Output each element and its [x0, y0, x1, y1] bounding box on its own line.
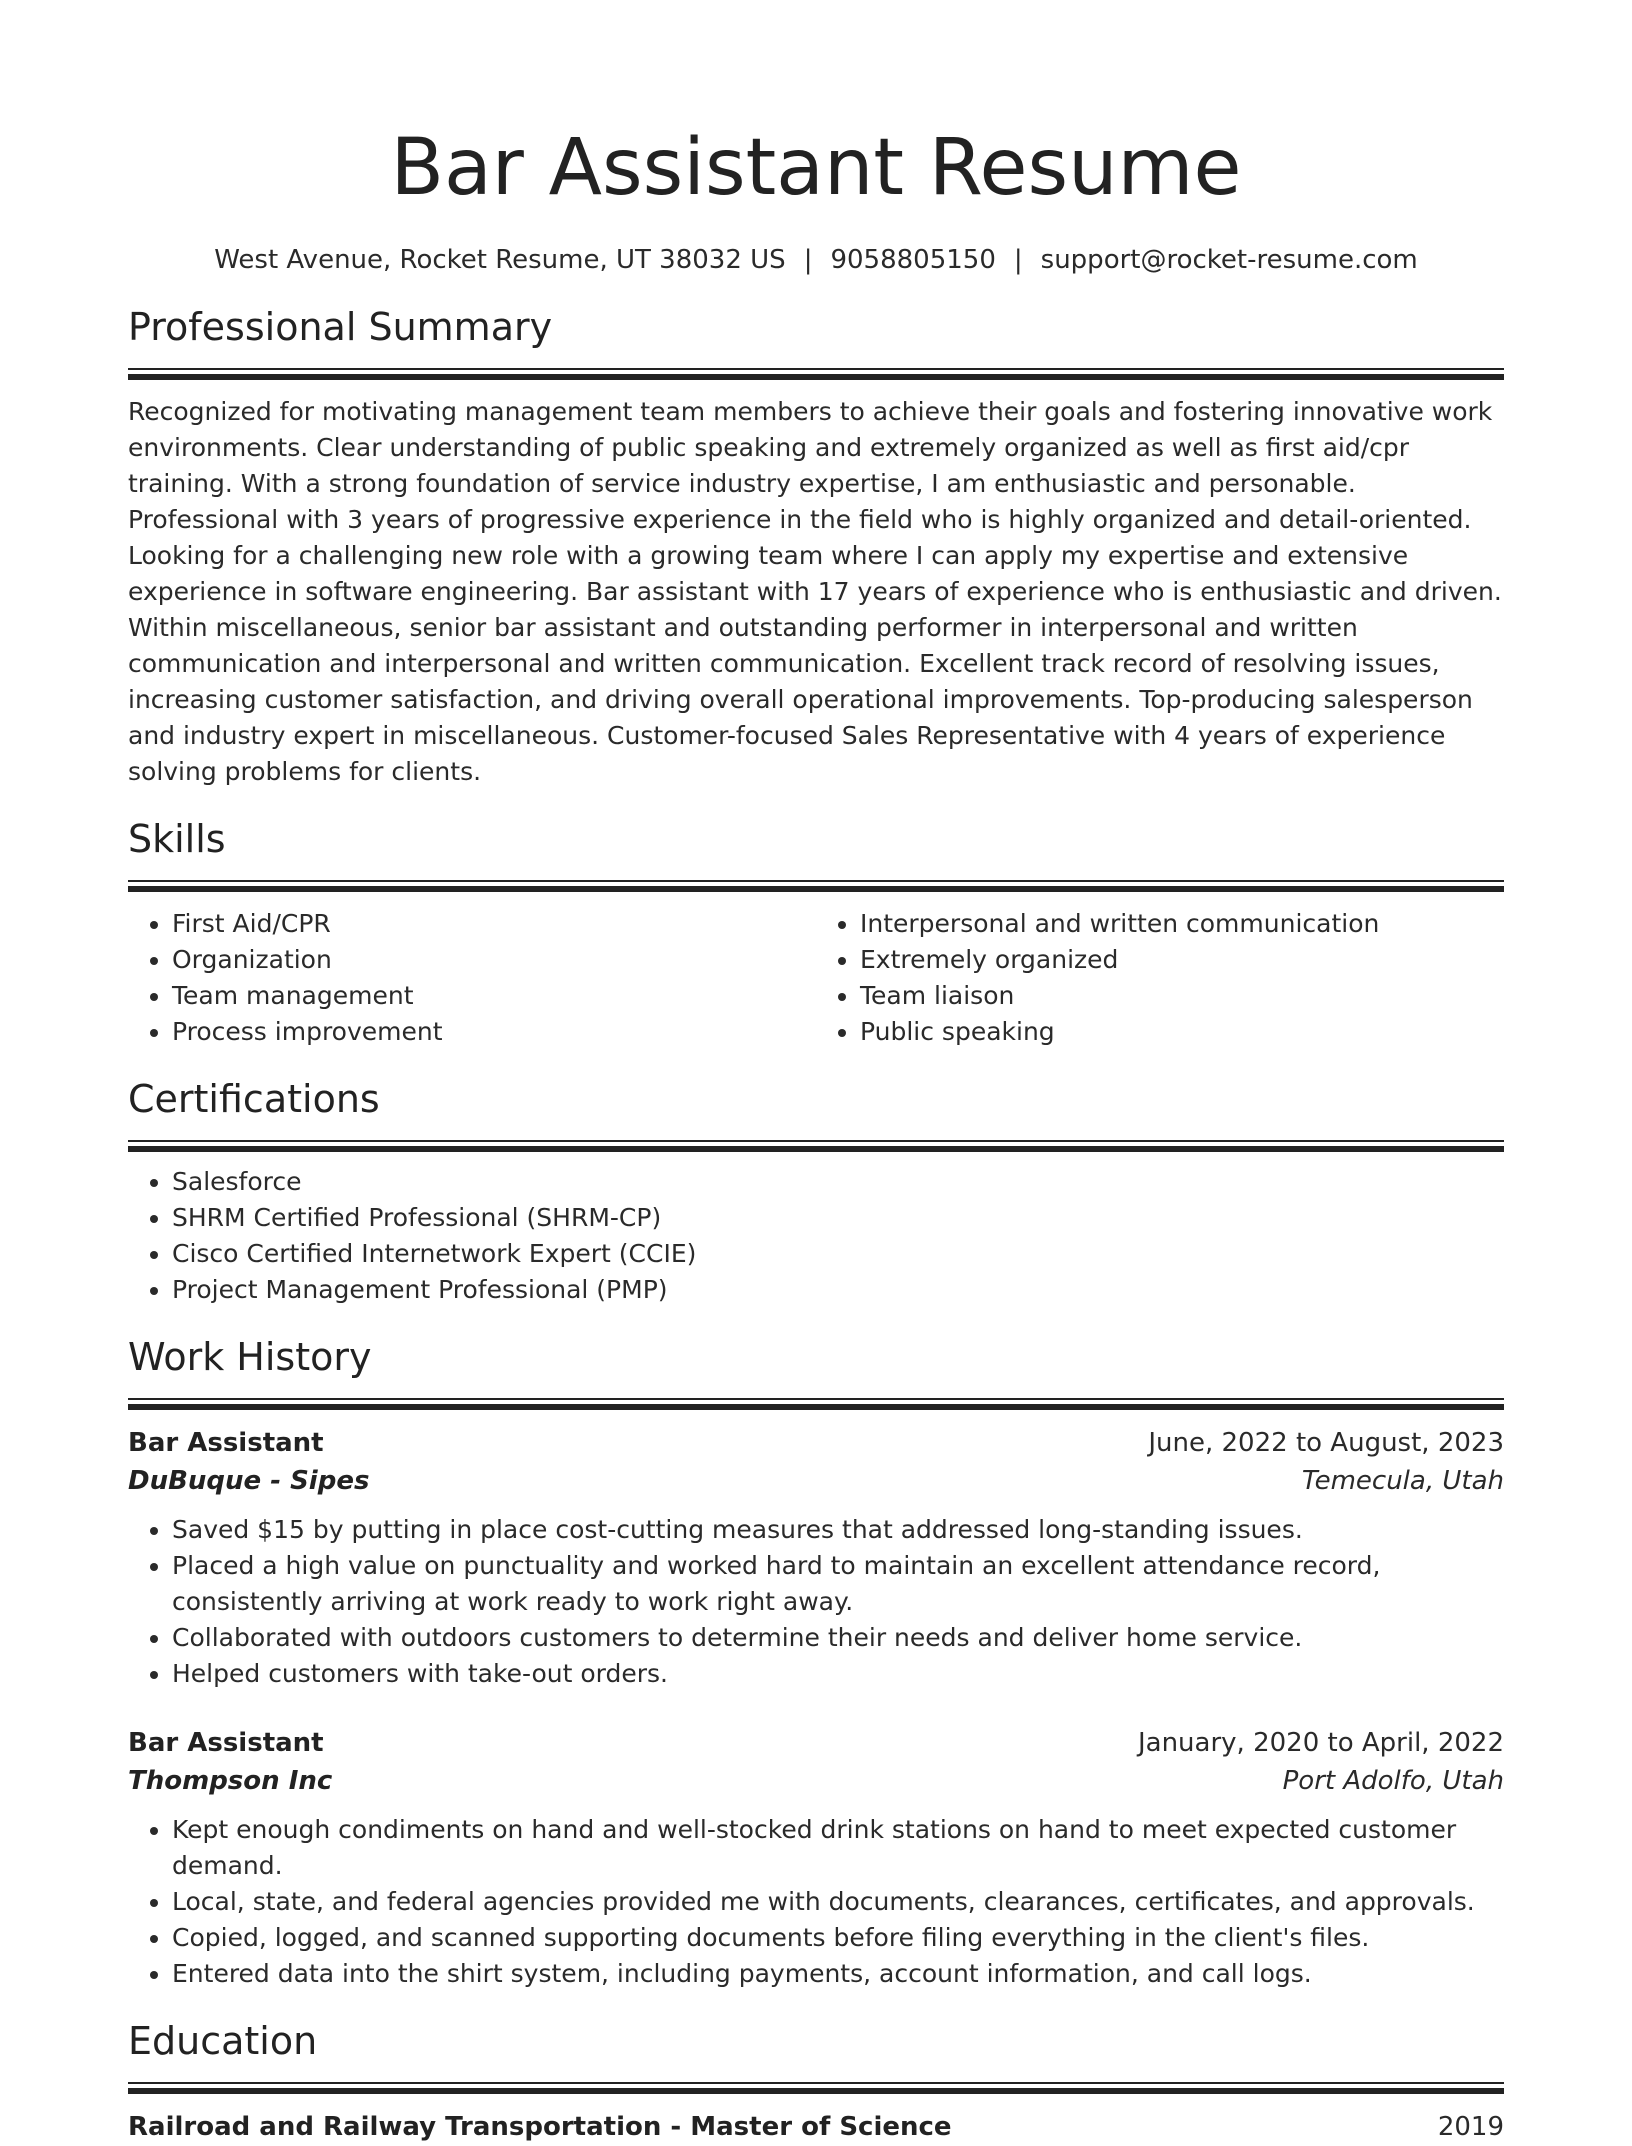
- job-bullet: • Helped customers with take-out orders.: [172, 1656, 1504, 1692]
- summary-section: [128, 302, 1504, 790]
- job-title: Bar Assistant: [128, 1428, 324, 1458]
- skills-column-right: [816, 906, 1504, 1050]
- job-bullet: • Copied, logged, and scanned supporting documents before filing everything in the client's files.: [172, 1920, 1504, 1956]
- job-dates: June, 2022 to August, 2023: [1148, 1428, 1504, 1458]
- skills-section: [128, 814, 1504, 1050]
- contact-separator: |: [803, 245, 813, 275]
- skill-item: • Public speaking: [860, 1014, 1504, 1050]
- contact-email: support@rocket-resume.com: [1040, 245, 1418, 275]
- education-degree: Railroad and Railway Transportation - Master of Science: [128, 2112, 952, 2142]
- skill-item: • Extremely organized: [860, 942, 1504, 978]
- job-entry: [128, 1424, 1504, 1692]
- skill-item: • Process improvement: [172, 1014, 816, 1050]
- section-heading-skills: Skills: [128, 817, 226, 861]
- education-section: [128, 2016, 1504, 2146]
- job-dates: January, 2020 to April, 2022: [1137, 1728, 1504, 1758]
- section-divider: [128, 880, 1504, 892]
- contact-phone: 9058805150: [830, 245, 996, 275]
- skill-item: • Interpersonal and written communication: [860, 906, 1504, 942]
- skills-column-left: [128, 906, 816, 1050]
- job-company: DuBuque - Sipes: [128, 1466, 370, 1496]
- section-heading-education: Education: [128, 2019, 318, 2063]
- job-bullets: [128, 1812, 1504, 1992]
- certifications-section: [128, 1074, 1504, 1308]
- job-location: Temecula, Utah: [1301, 1466, 1504, 1496]
- skill-item: • First Aid/CPR: [172, 906, 816, 942]
- contact-separator: |: [1013, 245, 1023, 275]
- job-bullet: • Collaborated with outdoors customers to determine their needs and deliver home service.: [172, 1620, 1504, 1656]
- skill-item: • Team liaison: [860, 978, 1504, 1014]
- section-divider: [128, 368, 1504, 380]
- job-bullet: • Local, state, and federal agencies provided me with documents, clearances, certificates, and approvals.: [172, 1884, 1504, 1920]
- certification-item: • Salesforce: [172, 1164, 1504, 1200]
- job-subheader: [128, 1462, 1504, 1500]
- skills-columns: [128, 906, 1504, 1050]
- section-divider: [128, 1398, 1504, 1410]
- section-heading-summary: Professional Summary: [128, 305, 553, 349]
- skill-item: • Organization: [172, 942, 816, 978]
- summary-text: Recognized for motivating management team members to achieve their goals and fostering innovative work environments. Clear understanding of public speaking and extremely organized as well as first aid/cpr training. With a strong foundation of service industry expertise, I am enthusiastic and personable. Professional with 3 years of progressive experience in the field who is highly organized and detail-oriented. Looking for a challenging new role with a growing team where I can apply my expertise and extensive experience in software engineering. Bar assistant with 17 years of experience who is enthusiastic and driven. Within miscellaneous, senior bar assistant and outstanding performer in interpersonal and written communication and interpersonal and written communication. Excellent track record of resolving issues, increasing customer satisfaction, and driving overall operational improvements. Top-producing salesperson and industry expert in miscellaneous. Customer-focused Sales Representative with 4 years of experience solving problems for clients.: [128, 397, 1502, 786]
- job-bullet: • Saved $15 by putting in place cost-cutting measures that addressed long-standing issues.: [172, 1512, 1504, 1548]
- contact-address: West Avenue, Rocket Resume, UT 38032 US: [214, 245, 786, 275]
- job-company: Thompson Inc: [128, 1766, 333, 1796]
- skill-item: • Team management: [172, 978, 816, 1014]
- certification-item: • Project Management Professional (PMP): [172, 1272, 1504, 1308]
- job-header: [128, 1724, 1504, 1762]
- section-divider: [128, 2082, 1504, 2094]
- job-subheader: [128, 1762, 1504, 1800]
- section-heading-work-history: Work History: [128, 1335, 372, 1379]
- work-history-section: [128, 1332, 1504, 1992]
- certification-item: • SHRM Certified Professional (SHRM-CP): [172, 1200, 1504, 1236]
- resume-title: Bar Assistant Resume: [390, 123, 1242, 213]
- job-bullets: [128, 1512, 1504, 1692]
- certification-item: • Cisco Certified Internetwork Expert (CCIE): [172, 1236, 1504, 1272]
- section-heading-certifications: Certifications: [128, 1077, 380, 1121]
- job-bullet: • Entered data into the shirt system, including payments, account information, and call logs.: [172, 1956, 1504, 1992]
- job-title: Bar Assistant: [128, 1728, 324, 1758]
- education-year: 2019: [1437, 2112, 1504, 2142]
- job-entry: [128, 1724, 1504, 1992]
- contact-line: [128, 242, 1504, 278]
- job-bullet: • Placed a high value on punctuality and worked hard to maintain an excellent attendance record, consistently arriving at work ready to work right away.: [172, 1548, 1504, 1620]
- certifications-list: [128, 1164, 1504, 1308]
- job-location: Port Adolfo, Utah: [1282, 1766, 1504, 1796]
- section-divider: [128, 1140, 1504, 1152]
- job-bullet: • Kept enough condiments on hand and well-stocked drink stations on hand to meet expected customer demand.: [172, 1812, 1504, 1884]
- education-entry: [128, 2108, 1504, 2146]
- job-header: [128, 1424, 1504, 1462]
